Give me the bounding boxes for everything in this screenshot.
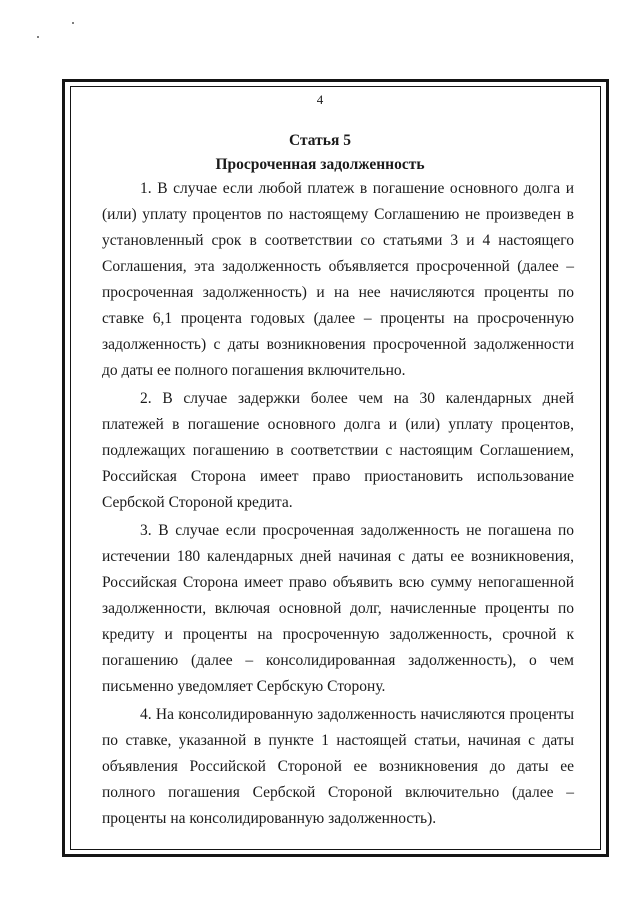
scan-speck — [37, 36, 39, 38]
article-title: Статья 5 — [289, 132, 351, 149]
section-title: Просроченная задолженность — [215, 156, 425, 173]
article-body — [102, 176, 574, 834]
paragraph-4: 4. На консолидированную задолженность начисляются проценты по ставке, указанной в пункте 1 настоящей статьи, начиная с даты объявления Российской Стороной ее возникновения до даты ее полного погашения Сербской Стороной включительно (далее – проценты на консолидированную задолженность). — [102, 706, 574, 827]
page-number: 4 — [316, 92, 324, 107]
paragraph-3: 3. В случае если просроченная задолженность не погашена по истечении 180 календарных дней начиная с даты ее возникновения, Российская Сторона имеет право объявить всю сумму непогашенной задолженности, включая основной долг, начисленные проценты по кредиту и проценты на просроченную задолженность, срочной к погашению (далее – консолидированная задолженность), о чем письменно уведомляет Сербскую Сторону. — [102, 522, 574, 695]
paragraph-1: 1. В случае если любой платеж в погашение основного долга и (или) уплату процентов по настоящему Соглашению не произведен в установленный срок в соответствии со статьями 3 и 4 настоящего Соглашения, эта задолженность объявляется просроченной (далее – просроченная задолженность) и на нее начисляются проценты по ставке 6,1 процента годовых (далее – проценты на просроченную задолженность) с даты возникновения просроченной задолженности до даты ее полного погашения включительно. — [102, 180, 574, 379]
paragraph-2: 2. В случае задержки более чем на 30 календарных дней платежей в погашение основного долга и (или) уплату процентов, подлежащих погашению в соответствии с настоящим Соглашением, Российская Сторона имеет право приостановить использование Сербской Стороной кредита. — [102, 390, 574, 511]
scan-speck — [72, 22, 74, 24]
